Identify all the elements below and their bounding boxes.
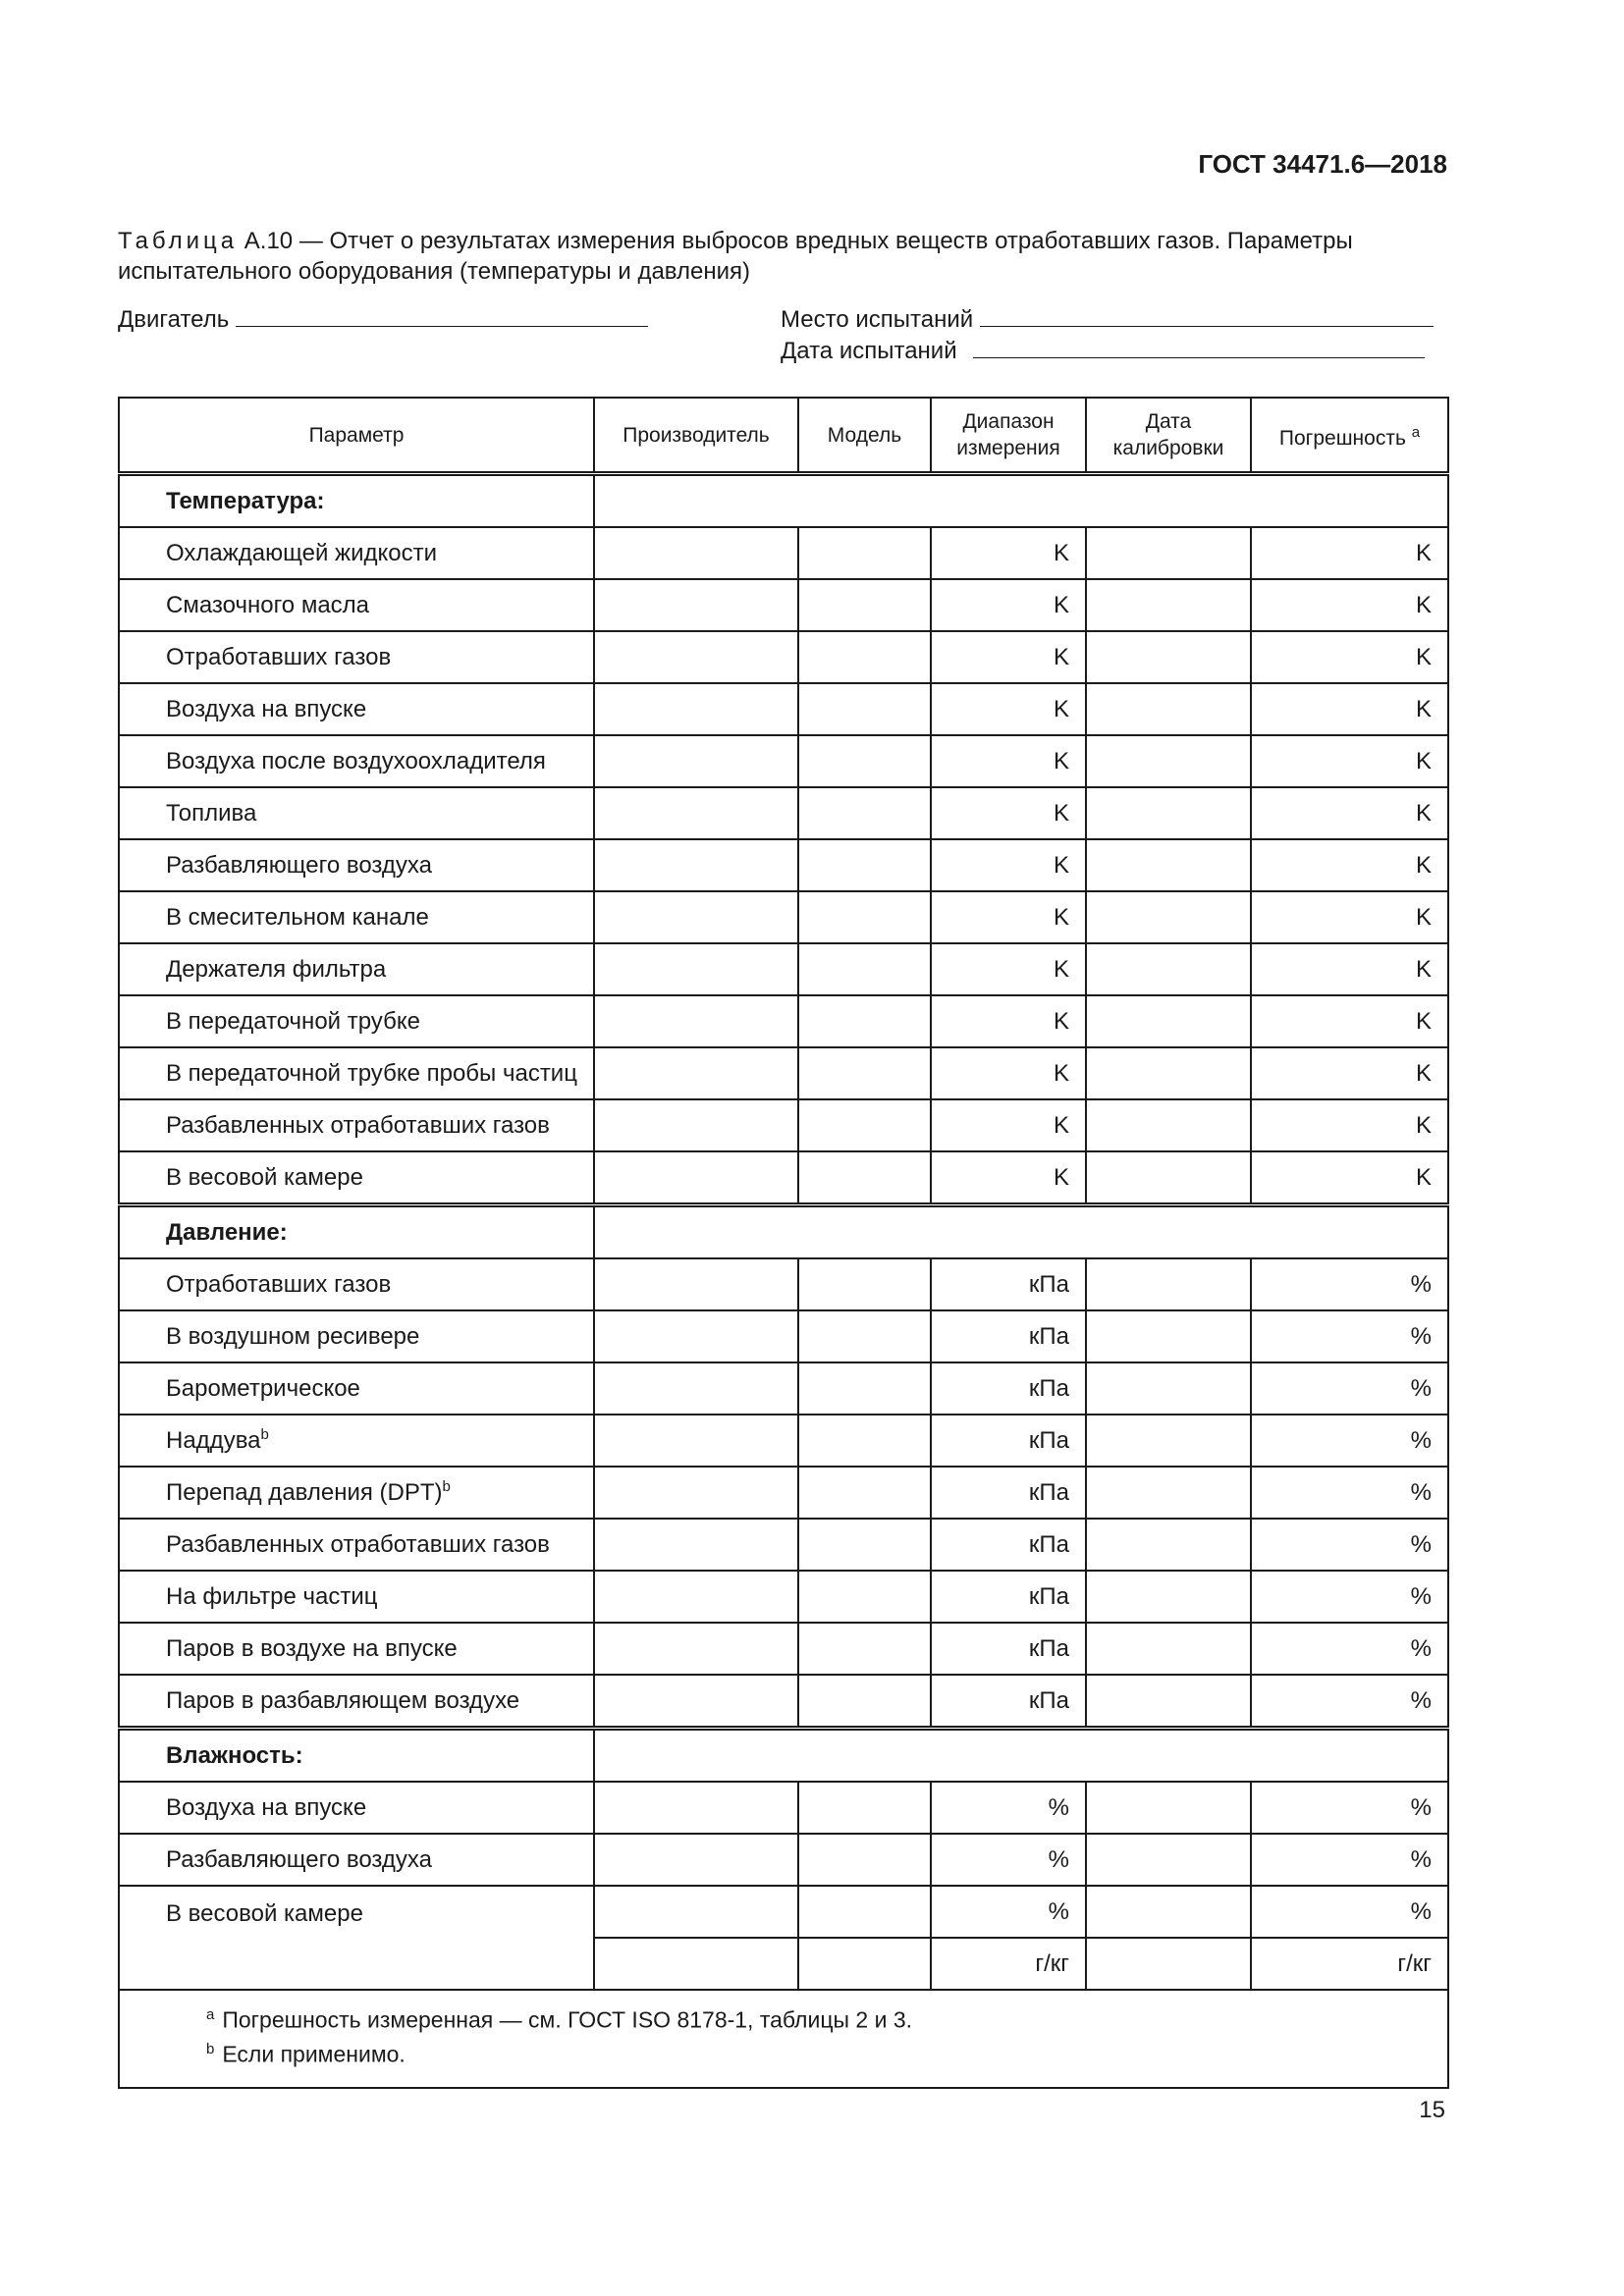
calibration-cell[interactable] — [1086, 839, 1251, 891]
param-name-text: Отработавших газов — [166, 1270, 392, 1298]
calibration-cell[interactable] — [1086, 1675, 1251, 1729]
calibration-cell[interactable] — [1086, 943, 1251, 995]
date-field — [781, 332, 1425, 366]
manufacturer-cell[interactable] — [594, 1310, 798, 1362]
table-row — [119, 735, 1448, 787]
table-row — [119, 1047, 1448, 1099]
param-name-text: Наддува — [166, 1427, 261, 1454]
manufacturer-cell[interactable] — [594, 1151, 798, 1205]
model-cell[interactable] — [798, 1571, 931, 1623]
error-unit-cell[interactable]: K — [1251, 631, 1448, 683]
calibration-cell[interactable] — [1086, 579, 1251, 631]
manufacturer-cell[interactable] — [594, 527, 798, 579]
error-unit-cell[interactable]: % — [1251, 1623, 1448, 1675]
model-cell[interactable] — [798, 631, 931, 683]
range-unit-cell[interactable]: кПа — [931, 1258, 1086, 1310]
manufacturer-cell[interactable] — [594, 579, 798, 631]
param-name — [119, 1782, 594, 1834]
error-unit-cell[interactable]: % — [1251, 1467, 1448, 1519]
param-footnote-mark: b — [442, 1478, 451, 1495]
footnote-text: Погрешность измеренная — см. ГОСТ ISO 8178-1, таблицы 2 и 3. — [222, 2006, 913, 2033]
range-unit-cell[interactable]: K — [931, 579, 1086, 631]
error-unit-cell[interactable]: K — [1251, 1099, 1448, 1151]
header-error-sup: a — [1411, 423, 1421, 441]
error-unit-cell[interactable]: K — [1251, 579, 1448, 631]
param-name — [119, 631, 594, 683]
section-fill — [594, 1729, 1448, 1783]
error-unit-cell[interactable]: K — [1251, 527, 1448, 579]
param-name — [119, 1886, 594, 1990]
range-unit-cell[interactable]: K — [931, 787, 1086, 839]
param-name — [119, 787, 594, 839]
range-unit-cell[interactable]: K — [931, 1099, 1086, 1151]
param-footnote-mark: b — [260, 1426, 269, 1443]
param-name — [119, 839, 594, 891]
manufacturer-cell[interactable] — [594, 1415, 798, 1467]
param-name-text: Топлива — [166, 799, 257, 827]
error-unit-cell[interactable]: K — [1251, 839, 1448, 891]
param-name-text: Барометрическое — [166, 1374, 360, 1402]
section-row-pressure — [119, 1205, 1448, 1259]
error-unit-cell[interactable]: K — [1251, 943, 1448, 995]
range-unit-cell[interactable]: кПа — [931, 1519, 1086, 1571]
calibration-cell[interactable] — [1086, 1415, 1251, 1467]
range-unit-cell[interactable]: кПа — [931, 1467, 1086, 1519]
range-unit-cell[interactable]: % — [931, 1782, 1086, 1834]
calibration-cell[interactable] — [1086, 631, 1251, 683]
error-unit-cell[interactable]: K — [1251, 683, 1448, 735]
model-cell[interactable] — [798, 891, 931, 943]
error-unit-cell[interactable]: % — [1251, 1310, 1448, 1362]
calibration-cell[interactable] — [1086, 1099, 1251, 1151]
place-label: Место испытаний — [781, 306, 974, 333]
header-range — [931, 398, 1086, 474]
section-title: Температура: — [119, 474, 594, 528]
calibration-cell[interactable] — [1086, 1834, 1251, 1886]
error-unit-cell[interactable]: K — [1251, 995, 1448, 1047]
manufacturer-cell[interactable] — [594, 1099, 798, 1151]
param-name — [119, 1151, 594, 1205]
error-unit-cell[interactable]: г/кг — [1251, 1938, 1448, 1990]
error-unit-cell[interactable]: % — [1251, 1519, 1448, 1571]
header-range-line2: измерения — [956, 437, 1060, 459]
param-name-text: Разбавляющего воздуха — [166, 1845, 432, 1873]
engine-label: Двигатель — [118, 306, 230, 333]
table-row — [119, 1362, 1448, 1415]
error-unit-cell[interactable]: % — [1251, 1834, 1448, 1886]
model-cell[interactable] — [798, 527, 931, 579]
model-cell[interactable] — [798, 1310, 931, 1362]
place-field — [781, 300, 1434, 335]
calibration-cell[interactable] — [1086, 1782, 1251, 1834]
param-name-text: На фильтре частиц — [166, 1582, 378, 1610]
manufacturer-cell[interactable] — [594, 1886, 798, 1938]
param-name-text: Перепад давления (DPT) — [166, 1479, 443, 1506]
page-number: 15 — [1419, 2097, 1445, 2123]
param-name — [119, 579, 594, 631]
date-blank[interactable] — [973, 332, 1425, 358]
param-name-text: В весовой камере — [166, 1163, 363, 1191]
model-cell[interactable] — [798, 683, 931, 735]
section-row-humidity — [119, 1729, 1448, 1783]
manufacturer-cell[interactable] — [594, 1623, 798, 1675]
error-unit-cell[interactable]: K — [1251, 1151, 1448, 1205]
table-row — [119, 787, 1448, 839]
range-unit-cell[interactable]: K — [931, 631, 1086, 683]
calibration-cell[interactable] — [1086, 891, 1251, 943]
footnote-text: Если применимо. — [222, 2041, 406, 2067]
section-title: Влажность: — [119, 1729, 594, 1783]
error-unit-cell[interactable]: K — [1251, 787, 1448, 839]
error-unit-cell[interactable]: % — [1251, 1362, 1448, 1415]
model-cell[interactable] — [798, 579, 931, 631]
param-name — [119, 527, 594, 579]
param-name — [119, 943, 594, 995]
param-name-text: В смесительном канале — [166, 903, 429, 931]
calibration-cell[interactable] — [1086, 1467, 1251, 1519]
table-row — [119, 527, 1448, 579]
table-row — [119, 839, 1448, 891]
error-unit-cell[interactable]: K — [1251, 1047, 1448, 1099]
param-name — [119, 735, 594, 787]
range-unit-cell[interactable]: K — [931, 735, 1086, 787]
model-cell[interactable] — [798, 1258, 931, 1310]
range-unit-cell[interactable]: K — [931, 891, 1086, 943]
param-name — [119, 1415, 594, 1467]
model-cell[interactable] — [798, 995, 931, 1047]
header-error-label: Погрешность — [1278, 426, 1406, 450]
table-row — [119, 1258, 1448, 1310]
error-unit-cell[interactable]: % — [1251, 1415, 1448, 1467]
manufacturer-cell[interactable] — [594, 1047, 798, 1099]
param-name-text: Разбавляющего воздуха — [166, 851, 432, 879]
engine-blank[interactable] — [236, 300, 648, 327]
header-range-line1: Диапазон — [962, 410, 1055, 433]
place-blank[interactable] — [980, 300, 1434, 327]
section-fill — [594, 474, 1448, 528]
calibration-cell[interactable] — [1086, 1938, 1251, 1990]
table-header-row — [119, 398, 1448, 474]
table-row — [119, 1415, 1448, 1467]
error-unit-cell[interactable]: % — [1251, 1258, 1448, 1310]
model-cell[interactable] — [798, 1675, 931, 1729]
table-row — [119, 579, 1448, 631]
table-row — [119, 1782, 1448, 1834]
range-unit-cell[interactable]: кПа — [931, 1623, 1086, 1675]
table-row — [119, 683, 1448, 735]
range-unit-cell[interactable]: K — [931, 943, 1086, 995]
model-cell[interactable] — [798, 1099, 931, 1151]
manufacturer-cell[interactable] — [594, 891, 798, 943]
error-unit-cell[interactable]: % — [1251, 1675, 1448, 1729]
model-cell[interactable] — [798, 1047, 931, 1099]
header-param: Параметр — [119, 398, 594, 474]
error-unit-cell[interactable]: K — [1251, 891, 1448, 943]
param-name — [119, 1310, 594, 1362]
range-unit-cell[interactable]: K — [931, 527, 1086, 579]
param-name-text: Паров в воздухе на впуске — [166, 1634, 458, 1662]
model-cell[interactable] — [798, 1362, 931, 1415]
table-row — [119, 1834, 1448, 1886]
footnote — [206, 2001, 1447, 2035]
section-title: Давление: — [119, 1205, 594, 1259]
date-label: Дата испытаний — [781, 338, 957, 364]
calibration-cell[interactable] — [1086, 1258, 1251, 1310]
manufacturer-cell[interactable] — [594, 1362, 798, 1415]
manufacturer-cell[interactable] — [594, 683, 798, 735]
header-manufacturer: Производитель — [594, 398, 798, 474]
model-cell[interactable] — [798, 1834, 931, 1886]
param-name — [119, 683, 594, 735]
table-row — [119, 995, 1448, 1047]
error-unit-cell[interactable]: % — [1251, 1571, 1448, 1623]
table-row — [119, 631, 1448, 683]
footnote-mark: b — [206, 2040, 215, 2057]
calibration-cell[interactable] — [1086, 1886, 1251, 1938]
table-row — [119, 1886, 1448, 1938]
header-error — [1251, 398, 1448, 474]
range-unit-cell[interactable]: K — [931, 839, 1086, 891]
manufacturer-cell[interactable] — [594, 839, 798, 891]
table-caption — [118, 226, 1443, 287]
model-cell[interactable] — [798, 1782, 931, 1834]
section-fill — [594, 1205, 1448, 1259]
param-name-text: Воздуха на впуске — [166, 1793, 367, 1821]
manufacturer-cell[interactable] — [594, 1782, 798, 1834]
calibration-cell[interactable] — [1086, 995, 1251, 1047]
calibration-cell[interactable] — [1086, 1047, 1251, 1099]
header-calibration — [1086, 398, 1251, 474]
manufacturer-cell[interactable] — [594, 1519, 798, 1571]
model-cell[interactable] — [798, 839, 931, 891]
param-name-text: В передаточной трубке — [166, 1007, 420, 1035]
model-cell[interactable] — [798, 1519, 931, 1571]
caption-prefix: Таблица — [118, 228, 239, 254]
footnote — [206, 2035, 1447, 2069]
manufacturer-cell[interactable] — [594, 1467, 798, 1519]
calibration-cell[interactable] — [1086, 1362, 1251, 1415]
calibration-cell[interactable] — [1086, 1151, 1251, 1205]
table-row — [119, 943, 1448, 995]
param-name — [119, 1099, 594, 1151]
range-unit-cell[interactable]: кПа — [931, 1310, 1086, 1362]
calibration-cell[interactable] — [1086, 683, 1251, 735]
param-name-text: Воздуха на впуске — [166, 695, 367, 722]
range-unit-cell[interactable]: кПа — [931, 1415, 1086, 1467]
range-unit-cell[interactable]: кПа — [931, 1675, 1086, 1729]
parameters-table — [118, 397, 1449, 2089]
manufacturer-cell[interactable] — [594, 1938, 798, 1990]
model-cell[interactable] — [798, 943, 931, 995]
manufacturer-cell[interactable] — [594, 943, 798, 995]
param-name — [119, 1834, 594, 1886]
param-name-text: Разбавленных отработавших газов — [166, 1530, 550, 1558]
param-name-text: Держателя фильтра — [166, 955, 387, 983]
range-unit-cell[interactable]: K — [931, 1151, 1086, 1205]
manufacturer-cell[interactable] — [594, 735, 798, 787]
param-name — [119, 1675, 594, 1729]
range-unit-cell[interactable]: % — [931, 1834, 1086, 1886]
param-name — [119, 995, 594, 1047]
range-unit-cell[interactable]: г/кг — [931, 1938, 1086, 1990]
param-name-text: Отработавших газов — [166, 643, 392, 670]
manufacturer-cell[interactable] — [594, 787, 798, 839]
calibration-cell[interactable] — [1086, 1571, 1251, 1623]
range-unit-cell[interactable]: кПа — [931, 1362, 1086, 1415]
standard-code: ГОСТ 34471.6—2018 — [1198, 149, 1447, 179]
table-row — [119, 1151, 1448, 1205]
manufacturer-cell[interactable] — [594, 1571, 798, 1623]
calibration-cell[interactable] — [1086, 1310, 1251, 1362]
caption-text: А.10 — Отчет о результатах измерения выбросов вредных веществ отработавших газов. Параметры испытательного оборудования (температуры и давления) — [118, 228, 1353, 285]
param-name — [119, 1362, 594, 1415]
manufacturer-cell[interactable] — [594, 631, 798, 683]
model-cell[interactable] — [798, 1886, 931, 1938]
param-name-text: Охлаждающей жидкости — [166, 539, 438, 566]
param-name — [119, 1258, 594, 1310]
calibration-cell[interactable] — [1086, 1623, 1251, 1675]
model-cell[interactable] — [798, 787, 931, 839]
table-row — [119, 1675, 1448, 1729]
table-body — [119, 474, 1448, 2089]
table-row — [119, 1467, 1448, 1519]
param-name — [119, 1571, 594, 1623]
param-name — [119, 891, 594, 943]
footnotes — [119, 1990, 1448, 2088]
param-name — [119, 1519, 594, 1571]
model-cell[interactable] — [798, 1623, 931, 1675]
manufacturer-cell[interactable] — [594, 1258, 798, 1310]
param-name — [119, 1047, 594, 1099]
param-name-text: Паров в разбавляющем воздухе — [166, 1686, 520, 1714]
range-unit-cell[interactable]: K — [931, 995, 1086, 1047]
manufacturer-cell[interactable] — [594, 995, 798, 1047]
calibration-cell[interactable] — [1086, 787, 1251, 839]
calibration-cell[interactable] — [1086, 1519, 1251, 1571]
param-name — [119, 1467, 594, 1519]
param-name — [119, 1623, 594, 1675]
error-unit-cell[interactable]: % — [1251, 1782, 1448, 1834]
table-row — [119, 1519, 1448, 1571]
calibration-cell[interactable] — [1086, 735, 1251, 787]
table-row — [119, 891, 1448, 943]
footnote-mark: a — [206, 2006, 215, 2023]
range-unit-cell[interactable]: % — [931, 1886, 1086, 1938]
error-unit-cell[interactable]: K — [1251, 735, 1448, 787]
header-calib-line1: Дата — [1145, 410, 1192, 433]
table-row — [119, 1310, 1448, 1362]
param-name-text: В воздушном ресивере — [166, 1322, 420, 1350]
param-name-text: В весовой камере — [166, 1900, 363, 1927]
header-calib-line2: калибровки — [1112, 437, 1224, 459]
table-row — [119, 1571, 1448, 1623]
manufacturer-cell[interactable] — [594, 1675, 798, 1729]
param-name-text: В передаточной трубке пробы частиц — [166, 1059, 577, 1087]
param-name-text: Разбавленных отработавших газов — [166, 1111, 550, 1139]
table-row — [119, 1099, 1448, 1151]
table-row — [119, 1623, 1448, 1675]
model-cell[interactable] — [798, 735, 931, 787]
model-cell[interactable] — [798, 1415, 931, 1467]
model-cell[interactable] — [798, 1467, 931, 1519]
section-row-temperature — [119, 474, 1448, 528]
range-unit-cell[interactable]: кПа — [931, 1571, 1086, 1623]
param-name-text: Воздуха после воздухоохладителя — [166, 747, 546, 774]
header-model: Модель — [798, 398, 931, 474]
range-unit-cell[interactable]: K — [931, 1047, 1086, 1099]
param-name-text: Смазочного масла — [166, 591, 370, 618]
model-cell[interactable] — [798, 1938, 931, 1990]
manufacturer-cell[interactable] — [594, 1834, 798, 1886]
calibration-cell[interactable] — [1086, 527, 1251, 579]
error-unit-cell[interactable]: % — [1251, 1886, 1448, 1938]
footnotes-row — [119, 1990, 1448, 2088]
engine-field — [118, 300, 648, 335]
model-cell[interactable] — [798, 1151, 931, 1205]
range-unit-cell[interactable]: K — [931, 683, 1086, 735]
